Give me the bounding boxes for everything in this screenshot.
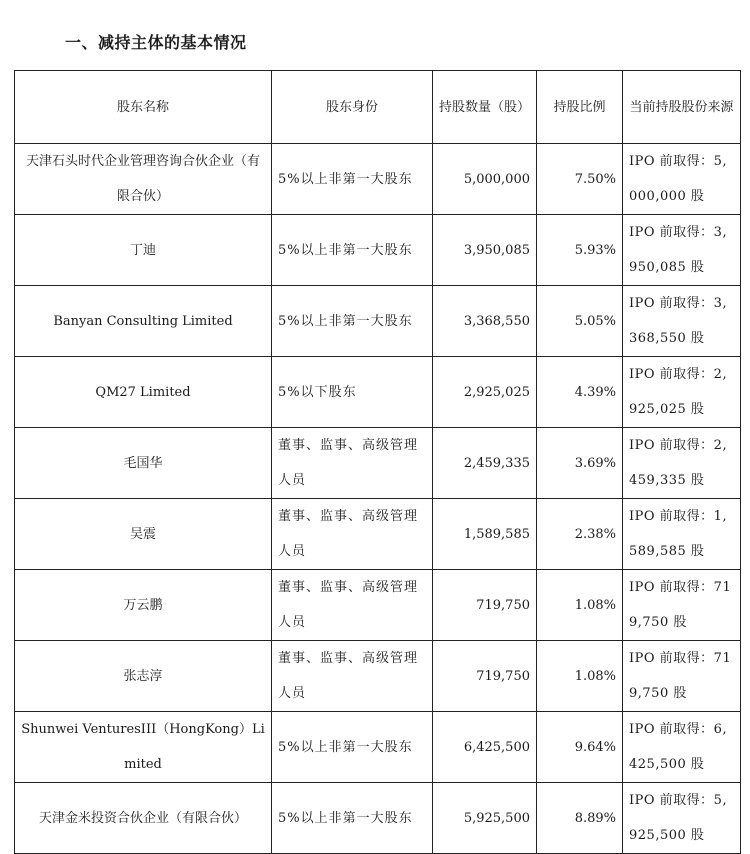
cell-identity [272,428,433,499]
table-row [15,215,741,286]
cell-identity [272,783,433,854]
cell-shares: 5,000,000 [433,144,537,215]
cell-source-text: IPO 前取得：5,000,000 股 [629,154,728,204]
cell-source [623,712,741,783]
cell-name-text: 丁迪 [129,242,156,258]
cell-source-text: IPO 前取得：3,368,550 股 [629,296,728,346]
cell-name [15,286,272,357]
cell-identity [272,641,433,712]
table-row [15,428,741,499]
cell-ratio: 2.38% [537,499,623,570]
cell-name [15,570,272,641]
cell-identity [272,286,433,357]
cell-ratio: 3.69% [537,428,623,499]
cell-identity-text: 5%以上非第一大股东 [278,313,413,329]
cell-shares: 719,750 [433,641,537,712]
section-title: 一、减持主体的基本情况 [65,33,247,52]
cell-identity-text: 5%以上非第一大股东 [278,810,413,826]
cell-shares: 2,925,025 [433,357,537,428]
cell-source [623,215,741,286]
cell-source [623,428,741,499]
table-row [15,357,741,428]
cell-source-text: IPO 前取得：6,425,500 股 [629,722,728,772]
cell-source-text: IPO 前取得：2,925,025 股 [629,367,728,417]
cell-identity [272,215,433,286]
cell-source-text: IPO 前取得：1,589,585 股 [629,509,728,559]
cell-source [623,286,741,357]
cell-identity-text: 5%以上非第一大股东 [278,242,413,258]
cell-shares: 5,925,500 [433,783,537,854]
cell-source-text: IPO 前取得：719,750 股 [629,651,732,701]
cell-identity-text: 董事、监事、高级管理人员 [278,580,419,630]
cell-identity-text: 董事、监事、高级管理人员 [278,651,419,701]
cell-name [15,499,272,570]
cell-ratio: 1.08% [537,641,623,712]
cell-shares: 3,368,550 [433,286,537,357]
cell-identity [272,499,433,570]
cell-identity-text: 5%以下股东 [278,384,357,400]
cell-identity [272,712,433,783]
cell-name-text: Shunwei VenturesIII（HongKong）Limited [21,722,265,772]
cell-identity-text: 5%以上非第一大股东 [278,171,413,187]
cell-name-text: Banyan Consulting Limited [53,313,233,329]
table-row [15,286,741,357]
cell-source [623,570,741,641]
cell-source-text: IPO 前取得：3,950,085 股 [629,225,728,275]
table-row [15,499,741,570]
cell-ratio: 8.89% [537,783,623,854]
header-source [623,71,741,144]
header-identity: 股东身份 [272,71,433,144]
table-row [15,144,741,215]
cell-identity [272,357,433,428]
cell-name-text: 天津金米投资合伙企业（有限合伙） [38,810,247,826]
cell-name [15,357,272,428]
header-ratio: 持股比例 [537,71,623,144]
cell-name-text: 张志淳 [123,668,163,684]
cell-ratio: 7.50% [537,144,623,215]
cell-ratio: 5.05% [537,286,623,357]
cell-name [15,215,272,286]
cell-source [623,144,741,215]
cell-ratio: 4.39% [537,357,623,428]
cell-name-text: 万云鹏 [123,597,163,613]
cell-shares: 1,589,585 [433,499,537,570]
cell-shares: 6,425,500 [433,712,537,783]
cell-name [15,144,272,215]
cell-source [623,641,741,712]
table-row [15,712,741,783]
cell-name [15,712,272,783]
table-row [15,783,741,854]
cell-identity-text: 董事、监事、高级管理人员 [278,509,419,559]
table-row [15,570,741,641]
table-header-row [15,71,741,144]
cell-identity [272,144,433,215]
cell-source-text: IPO 前取得：719,750 股 [629,580,732,630]
header-source-label: 当前持股股份来源 [629,99,734,115]
cell-name-text: 吴震 [129,526,156,542]
cell-name-text: QM27 Limited [95,384,191,400]
cell-source [623,499,741,570]
shareholder-table [14,70,741,854]
cell-name-text: 天津石头时代企业管理咨询合伙企业（有限合伙） [25,154,260,204]
cell-source-text: IPO 前取得：5,925,500 股 [629,793,728,843]
cell-identity-text: 5%以上非第一大股东 [278,739,413,755]
cell-identity [272,570,433,641]
cell-source [623,357,741,428]
cell-ratio: 5.93% [537,215,623,286]
header-shares [433,71,537,144]
cell-ratio: 1.08% [537,570,623,641]
cell-shares: 3,950,085 [433,215,537,286]
cell-name [15,428,272,499]
table-row [15,641,741,712]
cell-name [15,641,272,712]
cell-source-text: IPO 前取得：2,459,335 股 [629,438,728,488]
header-shares-label: 持股数量（股） [439,99,531,115]
cell-shares: 719,750 [433,570,537,641]
cell-identity-text: 董事、监事、高级管理人员 [278,438,419,488]
cell-name-text: 毛国华 [123,455,163,471]
cell-ratio: 9.64% [537,712,623,783]
cell-source [623,783,741,854]
cell-shares: 2,459,335 [433,428,537,499]
header-name: 股东名称 [15,71,272,144]
cell-name [15,783,272,854]
